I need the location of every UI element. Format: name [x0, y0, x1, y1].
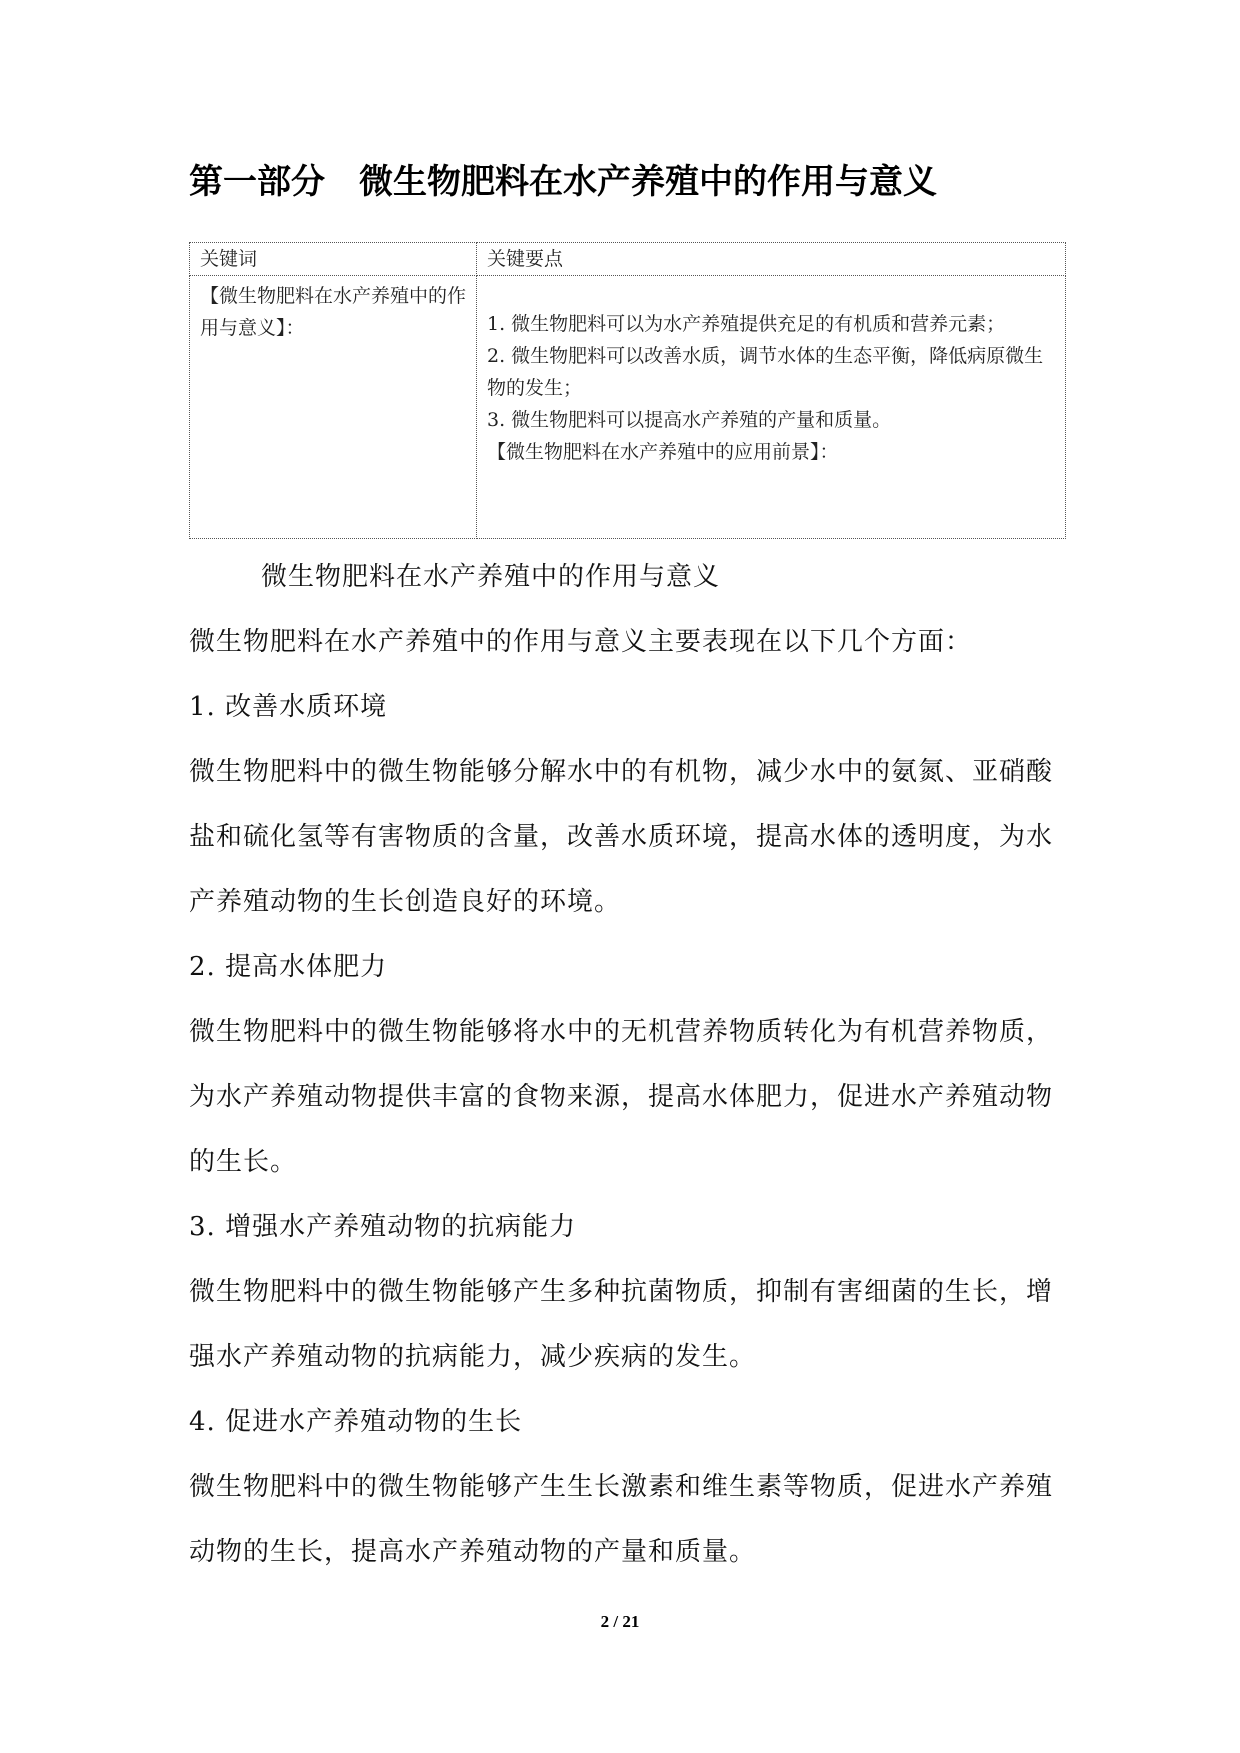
key-point-item: 3. 微生物肥料可以提高水产养殖的产量和质量。 [487, 409, 892, 431]
section-heading: 4. 促进水产养殖动物的生长 [189, 1407, 523, 1437]
section-heading: 1. 改善水质环境 [189, 692, 388, 722]
key-point-item: 2. 微生物肥料可以改善水质，调节水体的生态平衡，降低病原微生物的发生； [487, 345, 1044, 399]
section-paragraph: 微生物肥料中的微生物能够分解水中的有机物，减少水中的氨氮、亚硝酸盐和硫化氢等有害物质的含量，改善水质环境，提高水体的透明度，为水产养殖动物的生长创造良好的环境。 [189, 757, 1054, 917]
points-cell [477, 276, 1066, 539]
body-content [189, 545, 1055, 1585]
section-heading: 3. 增强水产养殖动物的抗病能力 [189, 1212, 577, 1242]
keyword-table-header-row [190, 243, 1066, 276]
keyword-table-row [190, 276, 1066, 539]
key-points-list [487, 308, 1055, 468]
section-paragraph: 微生物肥料中的微生物能够产生多种抗菌物质，抑制有害细菌的生长，增强水产养殖动物的抗病能力，减少疾病的发生。 [189, 1277, 1054, 1372]
intro-paragraph: 微生物肥料在水产养殖中的作用与意义主要表现在以下几个方面： [189, 627, 973, 657]
keyword-cell: 【微生物肥料在水产养殖中的作用与意义】： [190, 276, 477, 539]
page-number: 2 / 21 [600, 1612, 640, 1631]
keyword-column-header: 关键词 [190, 243, 477, 276]
key-point-item: 【微生物肥料在水产养殖中的应用前景】： [487, 441, 839, 463]
section-heading: 2. 提高水体肥力 [189, 952, 388, 982]
section-paragraph: 微生物肥料中的微生物能够产生生长激素和维生素等物质，促进水产养殖动物的生长，提高水产养殖动物的产量和质量。 [189, 1472, 1054, 1567]
section-subtitle: 微生物肥料在水产养殖中的作用与意义 [261, 562, 721, 592]
points-column-header: 关键要点 [477, 243, 1066, 276]
key-point-item: 1. 微生物肥料可以为水产养殖提供充足的有机质和营养元素； [487, 313, 1006, 335]
section-paragraph: 微生物肥料中的微生物能够将水中的无机营养物质转化为有机营养物质，为水产养殖动物提供丰富的食物来源，提高水体肥力，促进水产养殖动物的生长。 [189, 1017, 1054, 1177]
keyword-table [189, 242, 1066, 539]
page-title: 第一部分 微生物肥料在水产养殖中的作用与意义 [189, 162, 937, 202]
